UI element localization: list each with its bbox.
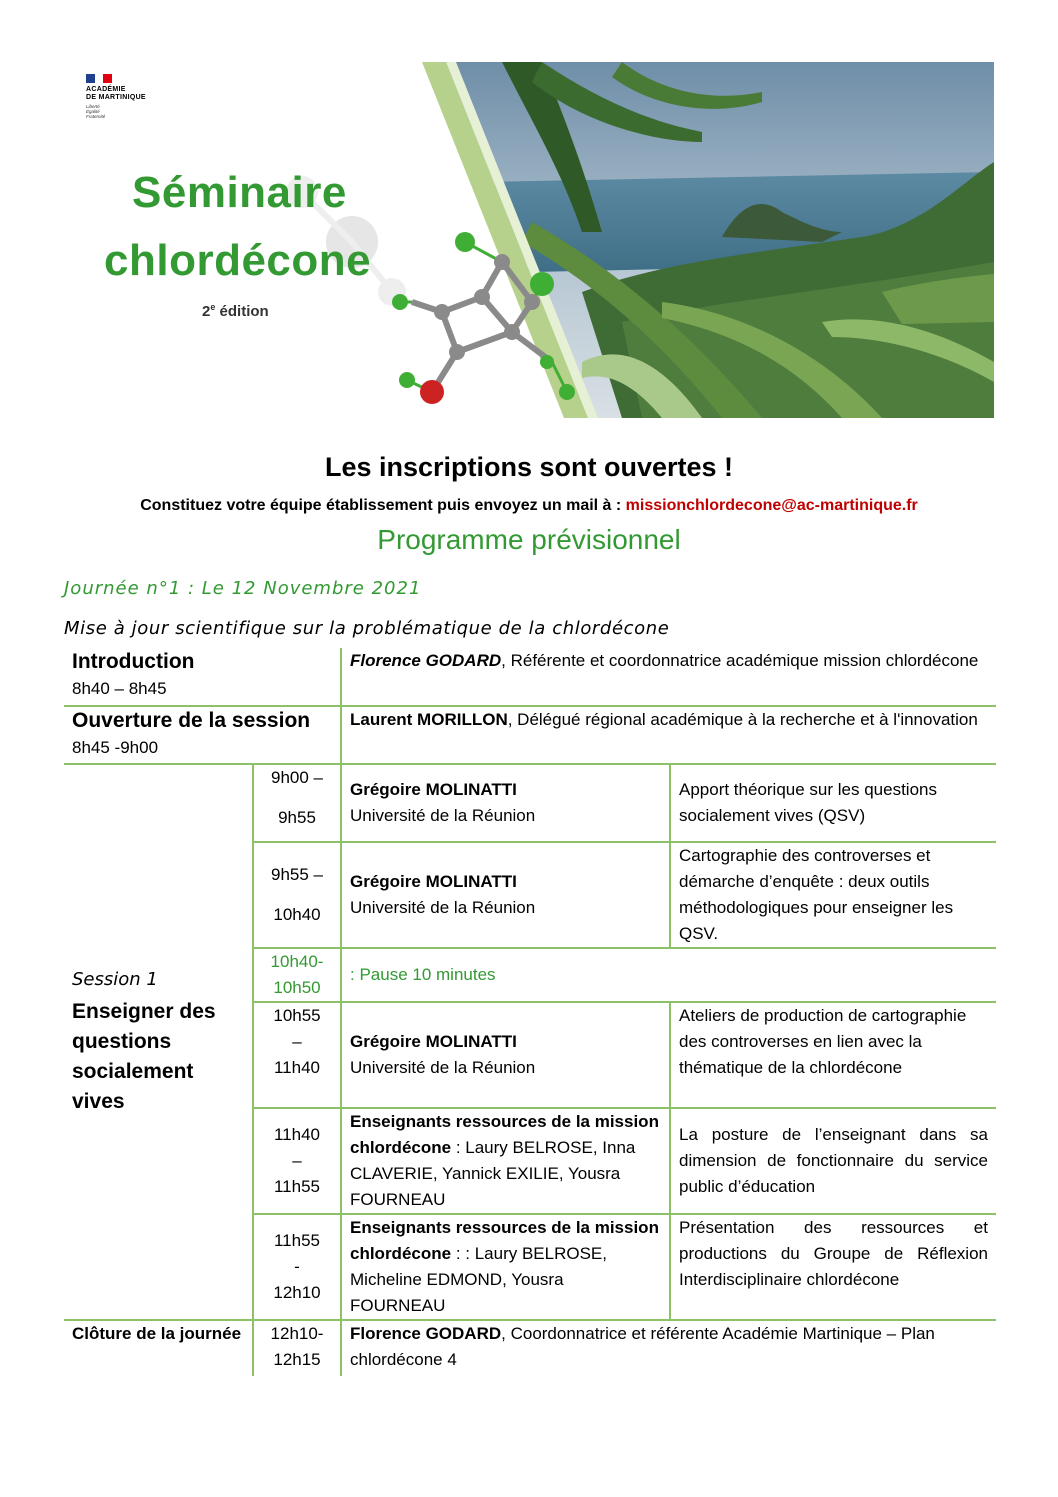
introduction-speaker-role: , Référente et coordonnatrice académique mission chlordécone: [501, 651, 979, 670]
slot-speaker-list: : : Laury BELROSE, Micheline EDMOND, Yousra FOURNEAU: [350, 1244, 607, 1315]
program-row-closing: [64, 1320, 996, 1376]
slot-speaker-cell: [341, 764, 670, 842]
slot-time-mid: -: [294, 1257, 300, 1276]
academie-logo: [86, 74, 206, 119]
slot-topic: Ateliers de production de cartographie des controverses en lien avec la thématique de la chlordécone: [670, 1002, 996, 1108]
slot-topic: Cartographie des controverses et démarche d’enquête : deux outils méthodologiques pour enseigner les QSV.: [670, 842, 996, 948]
slot-time-end: 9h55: [278, 808, 316, 827]
edition-number: 2: [202, 303, 211, 320]
closing-speaker-role: , Coordonnatrice et référente Académie Martinique – Plan chlordécone 4: [350, 1324, 935, 1369]
day-title: Journée n°1 : Le 12 Novembre 2021: [64, 578, 422, 599]
pause-label: : Pause 10 minutes: [341, 948, 996, 1002]
slot-speaker-group: Enseignants ressources de la mission chlordécone: [350, 1218, 659, 1263]
opening-speaker-cell: [341, 706, 996, 764]
french-flag-icon: [86, 74, 112, 83]
slot-time-end: 11h55: [273, 1177, 320, 1196]
opening-speaker-name: Laurent MORILLON: [350, 710, 508, 729]
programme-title: Programme prévisionnel: [377, 524, 681, 555]
closing-time: 12h10-12h15: [253, 1320, 341, 1376]
program-row-opening: [64, 706, 996, 764]
slot-time-cell: [253, 1002, 341, 1108]
slot-speaker-name: Grégoire MOLINATTI: [350, 1032, 517, 1051]
program-row-introduction: [64, 648, 996, 706]
registration-instructions: [0, 497, 1058, 515]
slot-time-start: 10h55: [273, 1006, 321, 1025]
registration-open-heading: Les inscriptions sont ouvertes !: [324, 452, 734, 482]
slot-topic: Présentation des ressources et productions du Groupe de Réflexion Interdisciplinaire chlordécone: [670, 1214, 996, 1320]
opening-label: Ouverture de la session: [72, 709, 311, 732]
opening-time: 8h45 -9h00: [72, 738, 159, 757]
slot-time-cell: [253, 764, 341, 842]
motto-line: Égalité: [86, 109, 100, 114]
slot-time-mid: –: [292, 1151, 302, 1170]
introduction-label: Introduction: [72, 650, 195, 673]
slot-time-end: 11h40: [273, 1058, 320, 1077]
slot-speaker-affiliation: Université de la Réunion: [350, 806, 536, 825]
slot-topic: La posture de l’enseignant dans sa dimension de fonctionnaire du service public d’éducation: [670, 1108, 996, 1214]
edition-word: édition: [219, 303, 269, 320]
slot-time-start: 11h55: [273, 1231, 320, 1250]
edition-superscript: e: [210, 302, 216, 312]
closing-speaker-name: Florence GODARD: [350, 1324, 502, 1343]
cta-text: Constituez votre équipe établissement puis envoyez un mail à :: [140, 497, 626, 514]
seminar-title-line1: Séminaire: [132, 168, 347, 217]
slot-time-cell: [253, 842, 341, 948]
pause-time: 10h40-10h50: [253, 948, 341, 1002]
slot-time-start: 9h00 –: [271, 768, 323, 787]
closing-speaker-cell: [341, 1320, 996, 1376]
slot-time-start: 9h55 –: [271, 865, 323, 884]
motto-line: Fraternité: [86, 114, 106, 119]
contact-email-link[interactable]: missionchlordecone@ac-martinique.fr: [625, 497, 918, 514]
institution-line: ACADÉMIE: [86, 86, 126, 93]
introduction-speaker-cell: [341, 648, 996, 706]
closing-label: Clôture de la journée: [64, 1320, 253, 1376]
slot-time-cell: [253, 1214, 341, 1320]
edition-label: [202, 302, 269, 320]
slot-time-end: 12h10: [273, 1283, 321, 1302]
slot-time-end: 10h40: [273, 905, 321, 924]
slot-topic: Apport théorique sur les questions socialement vives (QSV): [670, 764, 996, 842]
slot-speaker-name: Grégoire MOLINATTI: [350, 872, 517, 891]
seminar-title-line2: chlordécone: [104, 236, 372, 285]
slot-time-cell: [253, 1108, 341, 1214]
slot-speaker-list: : Laury BELROSE, Inna CLAVERIE, Yannick EXILIE, Yousra FOURNEAU: [350, 1138, 636, 1209]
institution-line: DE MARTINIQUE: [86, 94, 146, 101]
slot-speaker-cell: [341, 1108, 670, 1214]
slot-time-start: 11h40: [273, 1125, 320, 1144]
slot-time-mid: –: [292, 1032, 302, 1051]
introduction-time: 8h40 – 8h45: [72, 679, 167, 698]
program-row-slot: [64, 764, 996, 842]
opening-speaker-role: , Délégué régional académique à la recherche et à l'innovation: [507, 710, 978, 729]
introduction-speaker-name: Florence GODARD: [350, 651, 502, 670]
slot-speaker-group: Enseignants ressources de la mission chlordécone: [350, 1112, 659, 1157]
slot-speaker-cell: [341, 1002, 670, 1108]
session-title: Enseigner des questions socialement vives: [72, 1000, 216, 1113]
slot-speaker-name: Grégoire MOLINATTI: [350, 780, 517, 799]
introduction-cell: [64, 648, 341, 706]
day-theme: Mise à jour scientifique sur la problématique de la chlordécone: [64, 618, 670, 639]
slot-speaker-cell: [341, 1214, 670, 1320]
program-table: [64, 648, 996, 1376]
session-cell: [64, 764, 253, 1320]
slot-speaker-affiliation: Université de la Réunion: [350, 1058, 536, 1077]
seminar-title: [104, 168, 371, 286]
session-tag: Session 1: [72, 969, 158, 990]
motto-line: Liberté: [86, 104, 100, 109]
opening-cell: [64, 706, 341, 764]
slot-speaker-cell: [341, 842, 670, 948]
slot-speaker-affiliation: Université de la Réunion: [350, 898, 536, 917]
